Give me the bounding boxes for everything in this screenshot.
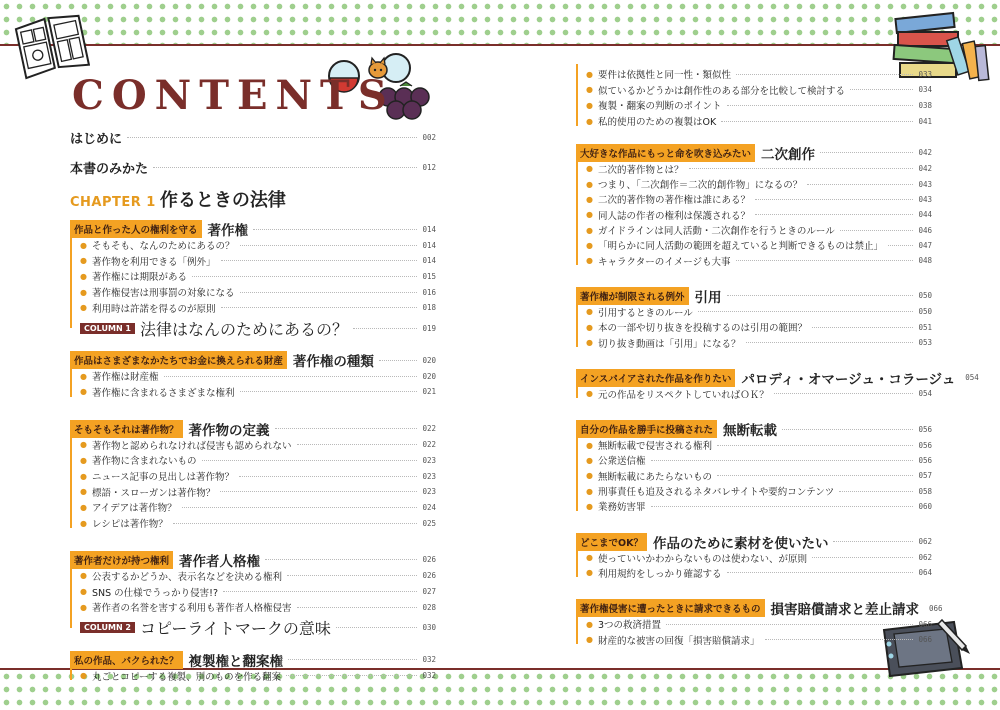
page-number: 056 <box>918 440 932 450</box>
leader-dots <box>833 541 913 542</box>
section-tag: どこまでOK？ <box>576 533 647 551</box>
toc-item-text: 元の作品をリスペクトしていればＯＫ？ <box>597 389 769 401</box>
section-accent-bar <box>576 436 578 511</box>
page-number: 041 <box>918 116 932 126</box>
page-number: 054 <box>965 373 979 383</box>
leader-dots <box>164 376 418 377</box>
toc-item-text: 似ているかどうかは創作性のある部分を比較して検討する <box>597 85 845 97</box>
leader-dots <box>765 639 914 640</box>
toc-item[interactable] <box>586 566 932 580</box>
section-accent-bar <box>576 303 578 347</box>
toc-item[interactable] <box>586 238 932 252</box>
toc-item-text: 公表するかどうか、表示名などを決める権利 <box>91 571 282 583</box>
right-toc-list <box>500 0 1000 710</box>
toc-item-text: 3つの救済措置 <box>597 620 662 632</box>
section-title: 著作権 <box>207 223 249 239</box>
page-number: 046 <box>918 225 932 235</box>
leader-dots <box>666 624 913 625</box>
leader-dots <box>812 327 913 328</box>
page-number: 053 <box>918 338 932 347</box>
page-number: 054 <box>918 389 932 399</box>
section-accent-bar <box>576 385 578 398</box>
toc-item[interactable] <box>586 387 932 401</box>
leader-dots <box>727 105 914 106</box>
section-title: パロディ・オマージュ・コラージュ <box>741 371 956 388</box>
toc-item-text: SNS の仕様でうっかり侵害!? <box>91 587 219 599</box>
bullet-icon: ● <box>586 338 593 347</box>
toc-item[interactable] <box>80 369 436 383</box>
bullet-icon: ● <box>586 553 593 563</box>
toc-item[interactable] <box>586 114 932 128</box>
leader-dots <box>840 230 914 231</box>
leader-dots <box>888 245 913 246</box>
section-tag: そもそもそれは著作物？ <box>70 420 183 438</box>
leader-dots <box>774 393 914 394</box>
toc-item-text: 利用時は許諾を得るのが原則 <box>91 303 216 315</box>
page-number: 032 <box>422 671 436 681</box>
toc-item-text: 無断転載で侵害される権利 <box>597 441 712 453</box>
page-number: 020 <box>422 371 436 381</box>
contents-title: CONTENTS <box>72 72 395 119</box>
page-number: 023 <box>422 487 436 497</box>
toc-item-text: 二次的著作物の著作権は誰にある？ <box>597 195 750 207</box>
page-number: 064 <box>918 568 932 578</box>
leader-dots <box>727 572 914 573</box>
page-number: 056 <box>918 424 932 434</box>
toc-item-text: そもそも、なんのためにあるの？ <box>91 241 235 252</box>
section-heading[interactable] <box>70 419 436 439</box>
toc-item[interactable] <box>586 633 932 647</box>
toc-item[interactable] <box>586 305 932 319</box>
toc-item-text: 業務妨害罪 <box>597 502 646 514</box>
page-number: 062 <box>918 537 932 547</box>
page-number: 034 <box>918 85 932 95</box>
page-number: 066 <box>918 635 932 644</box>
leader-dots <box>240 245 418 246</box>
bullet-icon: ● <box>586 164 593 174</box>
toc-item-text: 本の一部や切り抜きを投稿するのは引用の範囲？ <box>597 323 807 335</box>
page-number: 066 <box>918 619 932 629</box>
toc-item-text: 著作権侵害は刑事罰の対象になる <box>91 288 235 300</box>
page-number: 058 <box>918 486 932 496</box>
page-number: 030 <box>422 622 436 632</box>
leader-dots <box>651 460 914 461</box>
section-title: 引用 <box>694 289 722 306</box>
page-number: 050 <box>918 307 932 317</box>
leader-dots <box>275 428 418 429</box>
toc-item[interactable] <box>586 162 932 176</box>
section-heading[interactable] <box>70 219 436 239</box>
toc-item-text: ガイドラインは同人活動・二次創作を行うときのルール <box>597 226 835 237</box>
toc-item-text: 著作物に含まれないもの <box>91 456 197 468</box>
section-title: 作品のために素材を使いたい <box>652 535 829 552</box>
leader-dots <box>782 429 913 430</box>
page-number: 025 <box>422 518 436 528</box>
leader-dots <box>736 260 914 261</box>
leader-dots <box>287 575 417 576</box>
section-title: 著作物の定義 <box>188 422 270 439</box>
bullet-icon: ● <box>586 256 593 266</box>
column-tag: COLUMN 1 <box>80 323 135 334</box>
page-number: 047 <box>918 240 932 250</box>
page-number: 018 <box>422 303 436 313</box>
toc-item[interactable] <box>586 484 932 498</box>
section-heading[interactable] <box>576 368 979 388</box>
toc-item[interactable] <box>80 438 436 452</box>
bullet-icon: ● <box>586 210 593 220</box>
toc-item[interactable] <box>80 669 436 683</box>
section-tag: 大好きな作品にもっと命を吹き込みたい <box>576 144 755 162</box>
bullet-icon: ● <box>586 307 593 317</box>
page-number: 012 <box>422 163 436 172</box>
section-tag: 著作権侵害に遭ったときに請求できるもの <box>576 599 765 617</box>
page-number: 042 <box>918 164 932 174</box>
page-number: 050 <box>918 291 932 301</box>
leader-dots <box>297 444 418 445</box>
chapter-number: CHAPTER 1 <box>70 195 156 210</box>
bullet-icon: ● <box>586 179 593 189</box>
page-number: 020 <box>422 355 436 365</box>
page-number: 014 <box>422 240 436 250</box>
bullet-icon: ● <box>586 635 593 644</box>
section-tag: 作品はさまざまなかたちでお金に換えられる財産 <box>70 351 287 369</box>
page-number: 023 <box>422 455 436 465</box>
section-tag: 私の作品、パクられた？ <box>70 651 183 669</box>
page-number: 048 <box>918 256 932 266</box>
leader-dots <box>253 229 417 230</box>
leader-dots <box>651 506 914 507</box>
toc-item[interactable] <box>586 469 932 483</box>
leader-dots <box>221 260 418 261</box>
bullet-icon: ● <box>586 240 593 250</box>
leader-dots <box>286 675 417 676</box>
bullet-icon: ● <box>80 271 87 281</box>
section-accent-bar <box>576 160 578 265</box>
section-heading[interactable] <box>576 532 932 552</box>
toc-item[interactable] <box>586 336 932 350</box>
bullet-icon: ● <box>80 571 87 581</box>
leader-dots <box>755 214 913 215</box>
page-number: 021 <box>422 387 436 397</box>
toc-item-text: 引用するときのルール <box>597 307 693 319</box>
bullet-icon: ● <box>80 602 87 612</box>
leader-dots <box>698 311 914 312</box>
toc-item[interactable] <box>80 516 436 530</box>
page-number: 022 <box>422 440 436 450</box>
toc-item-text: レシピは著作物？ <box>91 519 168 531</box>
leader-dots <box>288 659 417 660</box>
bullet-icon: ● <box>586 440 593 450</box>
bullet-icon: ● <box>586 568 593 578</box>
column-entry[interactable] <box>80 616 436 639</box>
bullet-icon: ● <box>80 371 87 381</box>
page-number: 024 <box>422 502 436 512</box>
bullet-icon: ● <box>586 69 593 79</box>
page-number: 043 <box>918 179 932 189</box>
section-tag: 作品と作った人の権利を守る <box>70 220 202 238</box>
toc-item[interactable] <box>80 301 436 315</box>
toc-item-text: 著作権は財産権 <box>91 372 159 384</box>
leader-dots <box>689 168 914 169</box>
page-number: 014 <box>422 224 436 234</box>
section-heading[interactable] <box>576 143 932 163</box>
leader-dots <box>839 491 913 492</box>
toc-item-text: 無断転載にあたらないもの <box>597 471 712 483</box>
section-accent-bar <box>576 64 578 126</box>
column-entry[interactable] <box>80 317 436 340</box>
bullet-icon: ● <box>586 389 593 399</box>
leader-dots <box>202 460 418 461</box>
front-entry-label: はじめに <box>70 132 123 147</box>
page-number: 033 <box>918 69 932 79</box>
toc-item[interactable] <box>80 385 436 399</box>
toc-item[interactable] <box>80 238 436 252</box>
page-number: 060 <box>918 501 932 511</box>
toc-item[interactable] <box>586 453 932 467</box>
leader-dots <box>336 627 418 628</box>
toc-item-text: 要件は依拠性と同一性・類似性 <box>597 70 731 81</box>
bullet-icon: ● <box>80 303 87 313</box>
leader-dots <box>755 199 913 200</box>
leader-dots <box>721 121 913 122</box>
toc-item[interactable] <box>586 98 932 112</box>
leader-dots <box>192 276 417 277</box>
toc-item[interactable] <box>586 499 932 513</box>
leader-dots <box>717 445 913 446</box>
leader-dots <box>850 89 913 90</box>
leader-dots <box>223 591 417 592</box>
toc-item[interactable] <box>586 223 932 237</box>
page-number: 015 <box>422 271 436 281</box>
toc-item-text: つまり、「二次創作＝二次的創作物」になるの？ <box>597 180 803 192</box>
leader-dots <box>746 342 914 343</box>
leader-dots <box>240 391 418 392</box>
page-number: 062 <box>918 553 932 563</box>
toc-item[interactable] <box>586 192 932 206</box>
page-number: 038 <box>918 100 932 110</box>
bullet-icon: ● <box>586 501 593 511</box>
front-entry-label: 本書のみかた <box>70 162 149 177</box>
leader-dots <box>221 307 418 308</box>
bullet-icon: ● <box>586 455 593 465</box>
page-number: 027 <box>422 587 436 596</box>
toc-item[interactable] <box>586 617 932 631</box>
toc-item-text: 著作権には期限がある <box>91 272 187 284</box>
toc-item-text: 複製・翻案の判断のポイント <box>597 101 722 113</box>
leader-dots <box>240 292 418 293</box>
page-number: 002 <box>422 133 436 142</box>
toc-item-text: 法律はなんのためにあるの？ <box>140 319 349 339</box>
leader-dots <box>182 507 418 508</box>
toc-item-text: 標語・スローガンは著作物？ <box>91 487 216 499</box>
toc-item-text: 著作権に含まれるさまざまな権利 <box>91 387 235 399</box>
section-heading[interactable] <box>70 350 436 370</box>
section-tag: インスパイアされた作品を作りたい <box>576 369 735 387</box>
bullet-icon: ● <box>80 518 87 528</box>
chapter-title: 作るときの法律 <box>159 190 286 211</box>
section-accent-bar <box>576 549 578 578</box>
section-tag: 著作権が制限される例外 <box>576 287 689 305</box>
section-heading[interactable] <box>70 550 436 570</box>
leader-dots <box>265 559 417 560</box>
page-number: 032 <box>422 655 436 665</box>
toc-item[interactable] <box>80 585 436 599</box>
section-heading[interactable] <box>576 286 932 306</box>
leader-dots <box>379 360 418 361</box>
toc-item[interactable] <box>80 500 436 514</box>
toc-item[interactable] <box>80 569 436 583</box>
toc-item[interactable] <box>586 208 932 222</box>
section-title: 著作者人格権 <box>179 553 261 570</box>
leader-dots <box>220 491 417 492</box>
page-number: 019 <box>422 323 436 333</box>
toc-item[interactable] <box>80 285 436 299</box>
bullet-icon: ● <box>80 287 87 297</box>
section-heading[interactable] <box>576 419 932 439</box>
page-number: 044 <box>918 210 932 220</box>
section-title: 損害賠償請求と差止請求 <box>770 602 920 619</box>
section-accent-bar <box>70 667 72 681</box>
bullet-icon: ● <box>586 85 593 95</box>
section-title: 無断転載 <box>723 423 778 440</box>
toc-item[interactable] <box>586 83 932 97</box>
page-number: 022 <box>422 424 436 434</box>
page-number: 023 <box>422 471 436 481</box>
toc-item[interactable] <box>586 254 932 268</box>
toc-item[interactable] <box>586 320 932 334</box>
toc-item-text: キャラクターのイメージも大事 <box>597 256 731 268</box>
page-number: 051 <box>918 322 932 332</box>
leader-dots <box>297 607 418 608</box>
section-title: 著作権の種類 <box>292 354 374 371</box>
toc-item-text: 財産的な被害の回復「損害賠償請求」 <box>597 635 760 647</box>
toc-item[interactable] <box>80 485 436 499</box>
bullet-icon: ● <box>586 471 593 481</box>
toc-item-text: 著作物を利用できる「例外」 <box>91 256 216 268</box>
page-number: 057 <box>918 471 932 481</box>
leader-dots <box>736 74 913 75</box>
toc-item-text: コピーライトマークの意味 <box>140 618 331 638</box>
page-number: 026 <box>422 571 436 581</box>
bullet-icon: ● <box>586 116 593 126</box>
leader-dots <box>812 557 913 558</box>
section-title: 二次創作 <box>761 146 816 163</box>
toc-item-text: 私的使用のための複製はOK <box>597 117 717 129</box>
bullet-icon: ● <box>80 387 87 397</box>
toc-item-text: 著作者の名誉を害する利用も著作者人格権侵害 <box>91 603 292 615</box>
page-number: 014 <box>422 256 436 266</box>
bullet-icon: ● <box>80 455 87 465</box>
toc-item-text: ニュース記事の見出しは著作物？ <box>91 472 235 483</box>
toc-item-text: 使っていいかわからないものは使わない、が原則 <box>597 553 807 565</box>
toc-item-text: 同人誌の作者の権利は保護される？ <box>597 210 750 222</box>
toc-item[interactable] <box>80 453 436 467</box>
bullet-icon: ● <box>586 194 593 204</box>
page-number: 026 <box>422 555 436 565</box>
bullet-icon: ● <box>80 256 87 266</box>
toc-item[interactable] <box>80 469 436 483</box>
toc-item[interactable] <box>80 269 436 283</box>
leader-dots <box>820 152 913 153</box>
toc-item[interactable] <box>80 600 436 614</box>
bullet-icon: ● <box>80 487 87 497</box>
section-title: 複製権と翻案権 <box>188 653 284 670</box>
bullet-icon: ● <box>80 587 87 596</box>
bullet-icon: ● <box>586 619 593 629</box>
bullet-icon: ● <box>586 225 593 235</box>
page-number: 043 <box>918 194 932 204</box>
toc-item-text: 利用規約をしっかり確認する <box>597 568 722 580</box>
section-heading[interactable] <box>70 650 436 670</box>
toc-item-text: 公衆送信権 <box>597 456 646 468</box>
toc-item-text: 丸ごとコピーする複製、別のものを作る翻案 <box>91 671 282 683</box>
toc-item-text: 二次的著作物とは？ <box>597 164 684 176</box>
bullet-icon: ● <box>586 486 593 496</box>
column-tag: COLUMN 2 <box>80 622 135 633</box>
toc-item-text: 切り抜き動画は「引用」になる？ <box>597 338 741 350</box>
toc-item-text: アイデアは著作物？ <box>91 503 177 515</box>
section-accent-bar <box>576 615 578 644</box>
toc-item[interactable] <box>586 438 932 452</box>
section-tag: 自分の作品を勝手に投稿された <box>576 420 717 438</box>
section-heading[interactable] <box>576 598 943 619</box>
bullet-icon: ● <box>80 440 87 450</box>
bullet-icon: ● <box>586 100 593 110</box>
leader-dots <box>807 184 913 185</box>
leader-dots <box>727 295 914 296</box>
page-number: 066 <box>929 603 943 613</box>
bullet-icon: ● <box>80 471 87 481</box>
toc-item-text: 著作物と認められなければ侵害も認められない <box>91 440 292 452</box>
section-accent-bar <box>70 367 72 396</box>
page-number: 016 <box>422 287 436 297</box>
leader-dots <box>717 475 913 476</box>
leader-dots <box>353 328 417 329</box>
toc-item-text: 「明らかに同人活動の範囲を超えていると判断できるものは禁止」 <box>597 241 883 253</box>
toc-item[interactable] <box>586 551 932 565</box>
page-number: 028 <box>422 602 436 612</box>
bullet-icon: ● <box>80 502 87 512</box>
section-accent-bar <box>70 567 72 628</box>
toc-item-text: 刑事責任も追及されるネタバレサイトや要約コンテンツ <box>597 487 835 498</box>
page-number: 042 <box>918 148 932 158</box>
toc-item[interactable] <box>586 177 932 191</box>
bullet-icon: ● <box>80 240 87 250</box>
toc-item[interactable] <box>80 254 436 268</box>
section-tag: 著作者だけが持つ権利 <box>70 551 173 569</box>
section-accent-bar <box>70 436 72 528</box>
bullet-icon: ● <box>80 671 87 681</box>
leader-dots <box>173 523 418 524</box>
section-accent-bar <box>70 236 72 328</box>
page-number: 056 <box>918 455 932 465</box>
toc-item[interactable] <box>586 67 932 81</box>
bullet-icon: ● <box>586 322 593 332</box>
leader-dots <box>239 476 417 477</box>
